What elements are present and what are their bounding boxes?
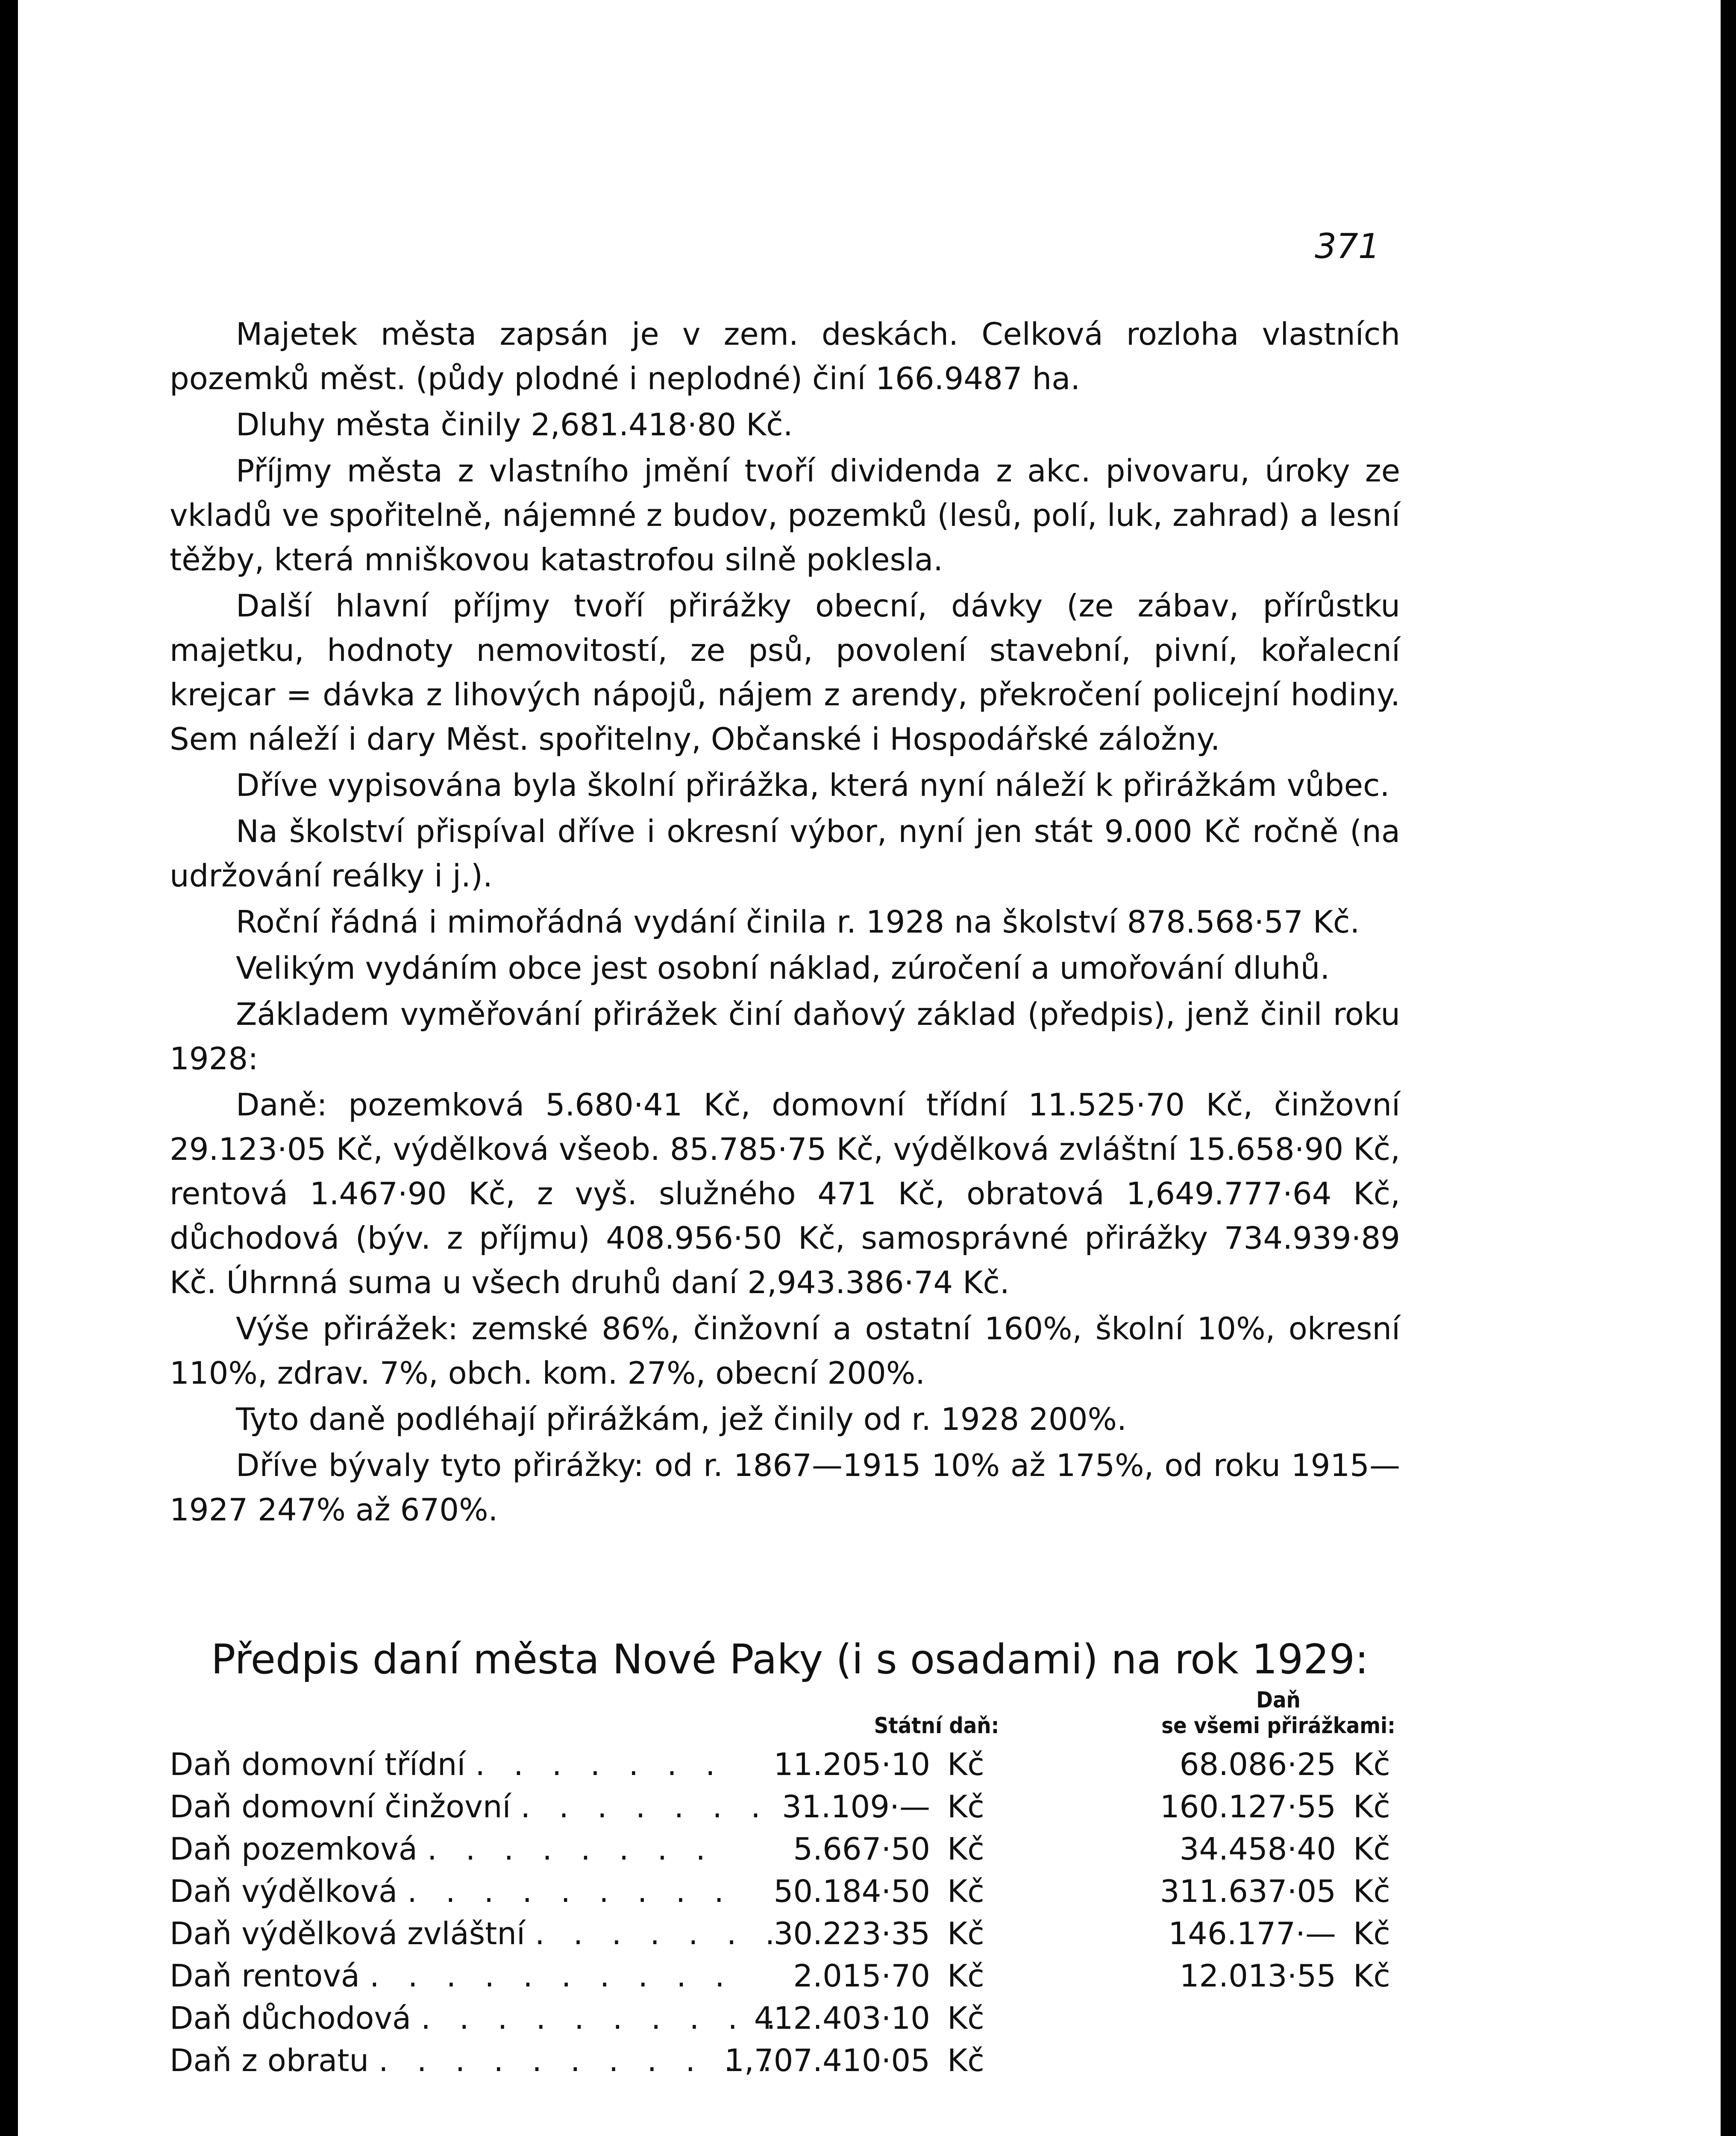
row-label-cell: [170, 2042, 781, 2078]
leader-dots: . . . . . . .: [475, 1746, 725, 1782]
total-tax-value: 146.177·—: [1168, 1915, 1336, 1951]
paragraph: Na školství přispíval dříve i okresní výbor, nyní jen stát 9.000 Kč ročně (na udržování reálky i j.).: [170, 813, 1400, 894]
state-tax-currency: Kč: [947, 1788, 984, 1825]
paragraph: Majetek města zapsán je v zem. deskách. Celková rozloha vlastních pozemků měst. (půdy plodné i neplodné) činí 166.9487 ha.: [170, 316, 1400, 396]
row-label: Daň výdělková: [170, 1873, 398, 1909]
page-number: 371: [1315, 226, 1380, 266]
total-tax-currency: Kč: [1353, 1831, 1390, 1867]
state-tax-currency: Kč: [947, 1831, 984, 1867]
state-tax-value: 31.109·—: [782, 1788, 930, 1825]
row-label: Daň rentová: [170, 1957, 360, 1994]
paragraph: Dluhy města činily 2,681.418·80 Kč.: [236, 407, 793, 443]
body-text: [170, 312, 1400, 1534]
paragraph: Daně: pozemková 5.680·41 Kč, domovní třídní 11.525·70 Kč, činžovní 29.123·05 Kč, výdělková všeob. 85.785·75 Kč, výdělková zvláštní 15.658·90 Kč, rentová 1.467·90 Kč, z vyš. služného 471 Kč, obratová 1,649.777·64 Kč, důchodová (býv. z příjmu) 408.956·50 Kč, samosprávné přirážky 734.939·89 Kč. Úhrnná suma u všech druhů daní 2,943.386·74 Kč.: [170, 1087, 1400, 1300]
state-tax-currency: Kč: [947, 1873, 984, 1909]
total-tax-value: 311.637·05: [1160, 1873, 1336, 1909]
state-tax-currency: Kč: [947, 1746, 984, 1782]
state-tax-value: 50.184·50: [773, 1873, 930, 1909]
table-row: [170, 1954, 1422, 1997]
paragraph: Roční řádná i mimořádná vydání činila r. 1928 na školství 878.568·57 Kč.: [236, 904, 1360, 940]
state-tax-value: 5.667·50: [793, 1831, 930, 1867]
table-row: [170, 1785, 1422, 1828]
row-label: Daň pozemková: [170, 1831, 417, 1867]
row-label-cell: [170, 1873, 734, 1909]
paragraph: Příjmy města z vlastního jmění tvoří dividenda z akc. pivovaru, úroky ze vkladů ve spořitelně, nájemné z budov, pozemků (lesů, polí, luk, zahrad) a lesní těžby, která mniškovou katastrofou silně poklesla.: [170, 453, 1400, 578]
row-label: Daň důchodová: [170, 2000, 411, 2036]
paragraph: Tyto daně podléhají přirážkám, jež činily od r. 1928 200%.: [236, 1401, 1127, 1437]
total-tax-currency: Kč: [1353, 1873, 1390, 1909]
state-tax-value: 30.223·35: [773, 1915, 930, 1951]
paragraph: Velikým vydáním obce jest osobní náklad, zúročení a umořování dluhů.: [236, 950, 1330, 986]
total-tax-value: 12.013·55: [1179, 1957, 1336, 1994]
leader-dots: . . . . . . . .: [427, 1831, 715, 1867]
row-label-cell: [170, 1788, 770, 1825]
column-header-total-line2: se všemi přirážkami:: [1161, 1713, 1395, 1739]
total-tax-currency: Kč: [1353, 1915, 1390, 1951]
state-tax-value: 11.205·10: [773, 1746, 930, 1782]
state-tax-currency: Kč: [947, 1957, 984, 1994]
leader-dots: . . . . . . . . .: [407, 1873, 734, 1909]
leader-dots: . . . . . . .: [535, 1915, 784, 1951]
leader-dots: . . . . . . . . . .: [421, 2000, 785, 2036]
total-tax-value: 68.086·25: [1179, 1746, 1336, 1782]
leader-dots: . . . . . . . . . . .: [379, 2042, 781, 2078]
total-tax-currency: Kč: [1353, 1788, 1390, 1825]
paragraph: Základem vyměřování přirážek činí daňový základ (předpis), jenž činil roku 1928:: [170, 996, 1400, 1077]
table-row: [170, 1912, 1422, 1954]
table-row: [170, 1743, 1422, 1785]
column-header-total-line1: Daň: [1256, 1687, 1301, 1713]
row-label-cell: [170, 1831, 715, 1867]
document-page: [18, 0, 1721, 2136]
leader-dots: . . . . . . . . . .: [369, 1957, 734, 1994]
state-tax-value: 2.015·70: [793, 1957, 930, 1994]
row-label-cell: [170, 1915, 784, 1951]
paragraph: Dříve bývaly tyto přirážky: od r. 1867—1915 10% až 175%, od roku 1915—1927 247% až 670%.: [170, 1447, 1400, 1528]
table-row: [170, 1828, 1422, 1870]
state-tax-currency: Kč: [947, 2000, 984, 2036]
leader-dots: . . . . . . .: [520, 1788, 770, 1825]
row-label: Daň z obratu: [170, 2042, 369, 2078]
state-tax-currency: Kč: [947, 2042, 984, 2078]
row-label-cell: [170, 1746, 725, 1782]
table-row: [170, 2039, 1422, 2081]
row-label: Daň domovní třídní: [170, 1746, 466, 1782]
total-tax-currency: Kč: [1353, 1746, 1390, 1782]
column-header-total-tax: [1146, 1687, 1411, 1739]
row-label: Daň domovní činžovní: [170, 1788, 511, 1825]
row-label: Daň výdělková zvláštní: [170, 1915, 526, 1951]
tax-table: [170, 1743, 1422, 2081]
total-tax-value: 160.127·55: [1160, 1788, 1336, 1825]
column-header-state-tax-label: Státní daň:: [874, 1713, 999, 1739]
table-row: [170, 1870, 1422, 1912]
paragraph: Dříve vypisována byla školní přirážka, která nyní náleží k přirážkám vůbec.: [236, 767, 1390, 803]
paragraph: Výše přirážek: zemské 86%, činžovní a ostatní 160%, školní 10%, okresní 110%, zdrav. 7%, obch. kom. 27%, obecní 200%.: [170, 1311, 1400, 1391]
table-title: Předpis daní města Nové Paky (i s osadami) na rok 1929:: [211, 1636, 1369, 1683]
paragraph: Další hlavní příjmy tvoří přirážky obecní, dávky (ze zábav, přírůstku majetku, hodnoty nemovitostí, ze psů, povolení stavební, pivní, kořalecní krejcar = dávka z lihových nápojů, nájem z arendy, překročení policejní hodiny. Sem náleží i dary Měst. spořitelny, Občanské i Hospodářské záložny.: [170, 588, 1400, 757]
row-label-cell: [170, 1957, 734, 1994]
table-row: [170, 1997, 1422, 2039]
state-tax-value: 1,707.410·05: [725, 2042, 930, 2078]
state-tax-value: 412.403·10: [754, 2000, 930, 2036]
state-tax-currency: Kč: [947, 1915, 984, 1951]
total-tax-value: 34.458·40: [1179, 1831, 1336, 1867]
column-header-state-tax: [830, 1713, 1043, 1739]
total-tax-currency: Kč: [1353, 1957, 1390, 1994]
row-label-cell: [170, 2000, 785, 2036]
